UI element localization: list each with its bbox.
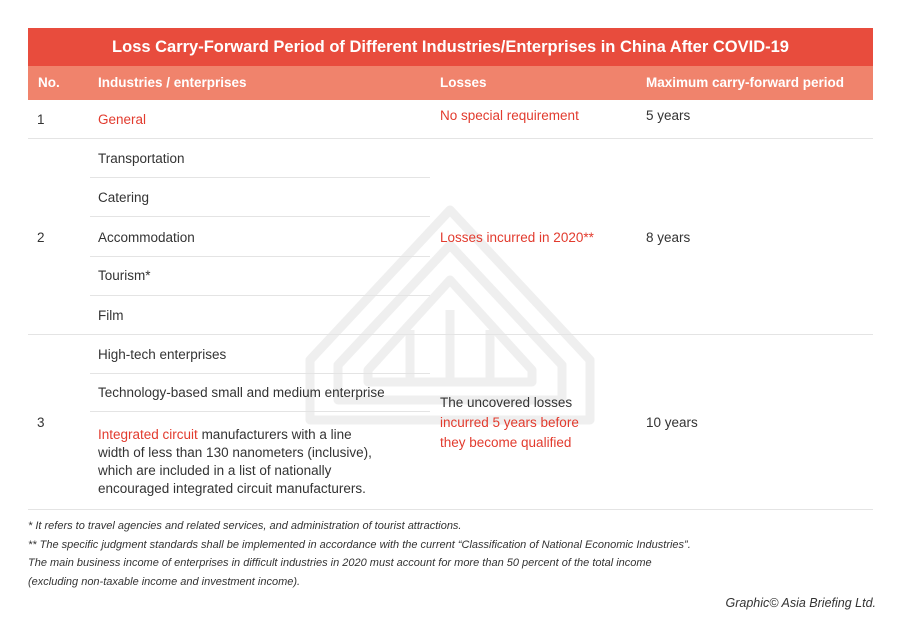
header-period: Maximum carry-forward period <box>646 75 845 90</box>
table-header <box>28 66 873 100</box>
row-1-number: 1 <box>37 112 45 127</box>
footnote-4: (excluding non-taxable income and investment income). <box>28 575 301 588</box>
row-3-number: 3 <box>37 415 45 430</box>
row-2-number: 2 <box>37 230 45 245</box>
footnote-1: * It refers to travel agencies and related services, and administration of tourist attractions. <box>28 520 462 532</box>
row-2-losses: Losses incurred in 2020** <box>440 230 594 245</box>
row-2-industry-tourism: Tourism* <box>98 268 151 283</box>
row-3-losses-line-3: they become qualified <box>440 435 572 450</box>
row-3-period: 10 years <box>646 415 698 430</box>
footnote-2: ** The specific judgment standards shall be implemented in accordance with the current “Classification of National Economic Industries”. <box>28 538 691 551</box>
header-losses: Losses <box>440 75 487 90</box>
cell-divider <box>90 373 430 374</box>
footnote-3: The main business income of enterprises in difficult industries in 2020 must account for more than 50 percent of the total income <box>28 557 652 569</box>
row-3-losses-line-2: incurred 5 years before <box>440 415 579 430</box>
ic-highlight: Integrated circuit <box>98 427 198 442</box>
cell-divider <box>90 295 430 296</box>
cell-divider <box>90 177 430 178</box>
header-industries: Industries / enterprises <box>98 75 247 90</box>
cell-divider <box>90 411 430 412</box>
footnotes <box>28 517 691 591</box>
row-divider <box>28 334 873 335</box>
row-3-industry-ic-line-4: encouraged integrated circuit manufacturers. <box>98 481 366 496</box>
row-2-industry-transportation: Transportation <box>98 151 185 166</box>
row-2-period: 8 years <box>646 230 691 245</box>
row-2-industry-film: Film <box>98 308 124 323</box>
row-1-period: 5 years <box>646 108 691 123</box>
header-no: No. <box>38 75 60 90</box>
row-2-industry-accommodation: Accommodation <box>98 230 195 245</box>
row-3-industry-high-tech: High-tech enterprises <box>98 347 227 362</box>
row-divider <box>28 138 873 139</box>
row-3-industry-ic-line-2: width of less than 130 nanometers (inclusive), <box>98 445 372 460</box>
row-3-industry-ic-line-1 <box>98 426 352 444</box>
ic-line-1-rest: manufacturers with a line <box>197 427 352 442</box>
row-3-losses-line-1: The uncovered losses <box>440 395 573 410</box>
table-title: Loss Carry-Forward Period of Different Industries/Enterprises in China After COVID-19 <box>28 28 873 66</box>
row-3-industry-ic-line-3: which are included in a list of nationally <box>98 463 332 478</box>
credit-text: Graphic© Asia Briefing Ltd. <box>725 596 876 610</box>
cell-divider <box>90 216 430 217</box>
row-3-industry-tech-sme: Technology-based small and medium enterprise <box>98 385 385 400</box>
row-2-industry-catering: Catering <box>98 190 150 205</box>
row-1-losses: No special requirement <box>440 108 579 123</box>
row-1-industry-general: General <box>98 112 147 127</box>
cell-divider <box>90 256 430 257</box>
row-divider <box>28 509 873 510</box>
